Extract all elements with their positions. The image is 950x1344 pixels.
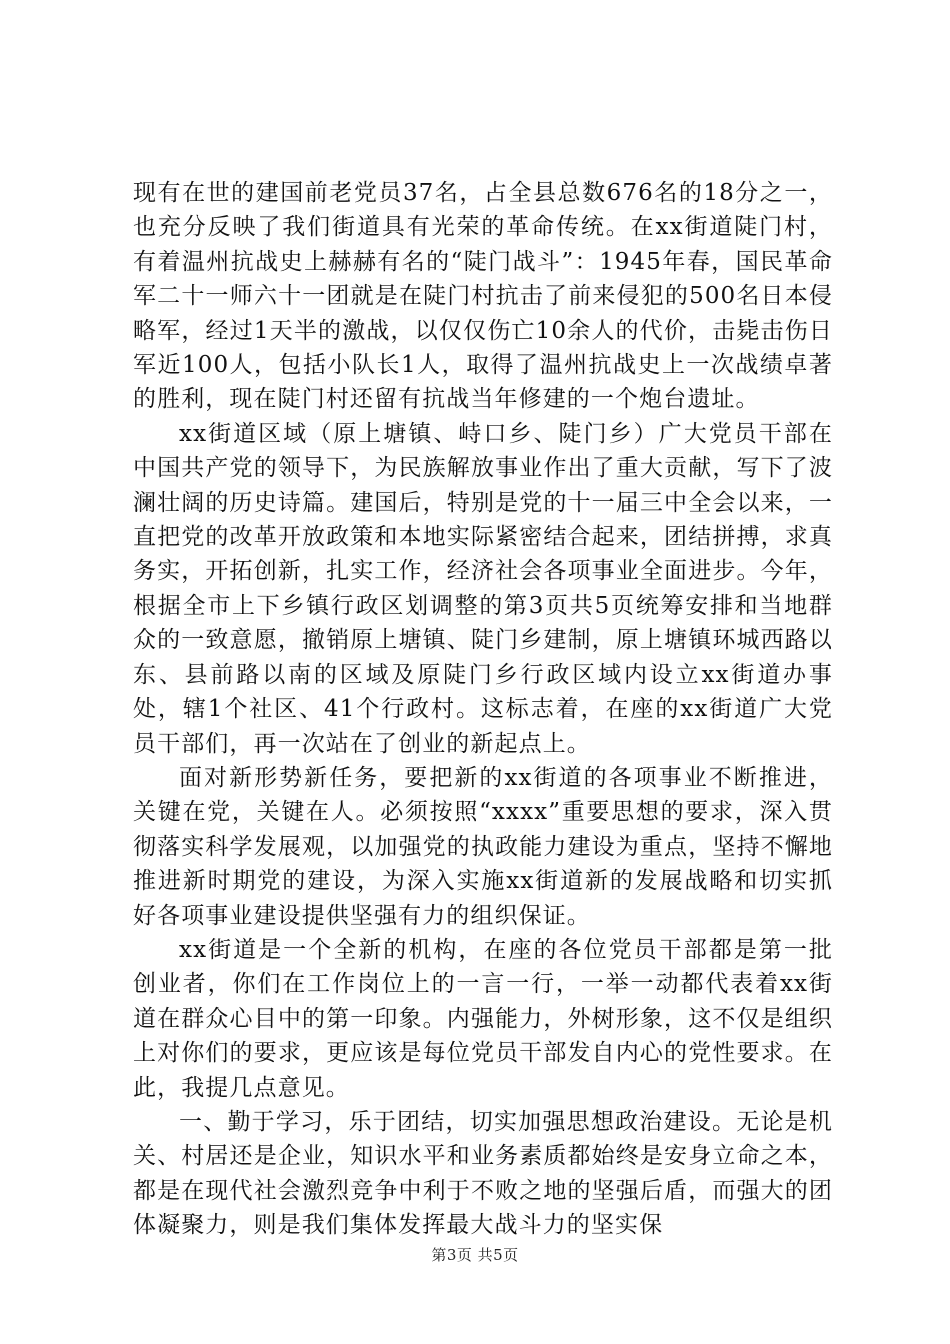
paragraph-4: xx街道是一个全新的机构，在座的各位党员干部都是第一批创业者，你们在工作岗位上的一言一行，一举一动都代表着xx街道在群众心目中的第一印象。内强能力，外树形象，这不仅是组织上对你们的要求，更应该是每位党员干部发自内心的党性要求。在此，我提几点意见。 (133, 936, 833, 1101)
paragraph-1: 现有在世的建国前老党员37名，占全县总数676名的18分之一，也充分反映了我们街道具有光荣的革命传统。在xx街道陡门村，有着温州抗战史上赫赫有名的“陡门战斗”：1945年春，国民革命军二十一师六十一团就是在陡门村抗击了前来侵犯的500名日本侵略军，经过1天半的激战，以仅仅伤亡10余人的代价，击毙击伤日军近100人，包括小队长1人，取得了温州抗战史上一次战绩卓著的胜利，现在陡门村还留有抗战当年修建的一个炮台遗址。 (133, 180, 833, 413)
paragraph-3: 面对新形势新任务，要把新的xx街道的各项事业不断推进，关键在党，关键在人。必须按照“xxxx”重要思想的要求，深入贯彻落实科学发展观，以加强党的执政能力建设为重点，坚持不懈地推进新时期党的建设，为深入实施xx街道新的发展战略和切实抓好各项事业建设提供坚强有力的组织保证。 (133, 764, 833, 929)
paragraph-2: xx街道区域（原上塘镇、峙口乡、陡门乡）广大党员干部在中国共产党的领导下，为民族解放事业作出了重大贡献，写下了波澜壮阔的历史诗篇。建国后，特别是党的十一届三中全会以来，一直把党的改革开放政策和本地实际紧密结合起来，团结拼搏，求真务实，开拓创新，扎实工作，经济社会各项事业全面进步。今年，根据全市上下乡镇行政区划调整的第3页共5页统筹安排和当地群众的一致意愿，撤销原上塘镇、陡门乡建制，原上塘镇环城西路以东、县前路以南的区域及原陡门乡行政区域内设立xx街道办事处，辖1个社区、41个行政村。这标志着，在座的xx街道广大党员干部们，再一次站在了创业的新起点上。 (133, 420, 833, 757)
paragraph-5: 一、勤于学习，乐于团结，切实加强思想政治建设。无论是机关、村居还是企业，知识水平和业务素质都始终是安身立命之本，都是在现代社会激烈竞争中利于不败之地的坚强后盾，而强大的团体凝聚力，则是我们集体发挥最大战斗力的坚实保 (133, 1108, 833, 1239)
page-footer (0, 1244, 950, 1265)
page-number-label: 第3页 共5页 (431, 1246, 519, 1264)
document-body (133, 176, 833, 1243)
